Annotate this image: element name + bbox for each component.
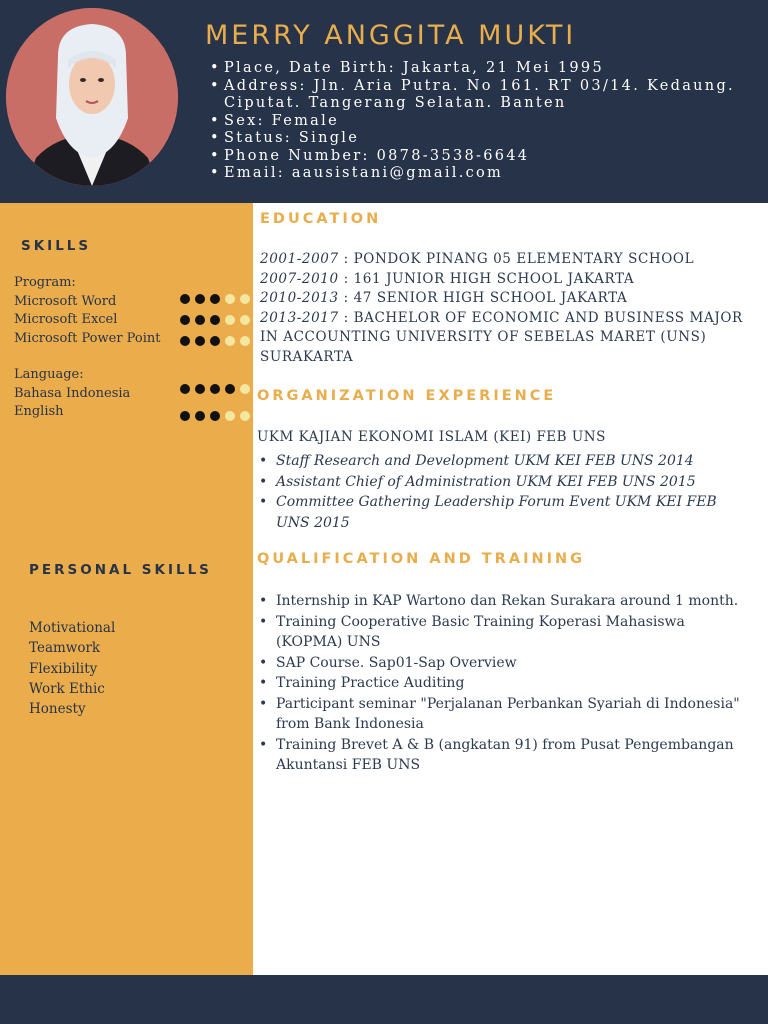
rating-dot-empty	[240, 336, 250, 346]
organization-list	[257, 451, 747, 533]
profile-photo	[6, 8, 178, 186]
rating-dot-filled	[180, 315, 190, 325]
education-item	[260, 250, 760, 270]
rating-dot-filled	[210, 315, 220, 325]
contact-status: • Status: Single	[210, 130, 760, 148]
rating-dot-filled	[180, 294, 190, 304]
education-years: 2007-2010	[260, 270, 339, 287]
language-name-indonesia: Bahasa Indonesia	[14, 385, 131, 401]
qualification-item: • Training Brevet A & B (angkatan 91) from Pusat Pengembangan Akuntansi FEB UNS	[257, 735, 747, 776]
header-band	[0, 0, 768, 203]
rating-dot-filled	[195, 315, 205, 325]
rating-dot-filled	[210, 336, 220, 346]
rating-dot-empty	[240, 294, 250, 304]
qualification-item: • Internship in KAP Wartono dan Rekan Surakara around 1 month.	[257, 591, 747, 612]
rating-dot-filled	[195, 384, 205, 394]
rating-dot-filled	[210, 384, 220, 394]
organization-item: • Committee Gathering Leadership Forum Event UKM KEI FEB UNS 2015	[257, 492, 747, 533]
personal-skills-heading: PERSONAL SKILLS	[29, 562, 212, 578]
education-school: : 161 JUNIOR HIGH SCHOOL JAKARTA	[338, 270, 635, 287]
education-list	[260, 250, 760, 367]
rating-dot-empty	[225, 411, 235, 421]
skills-heading: SKILLS	[21, 238, 92, 254]
skill-name-excel: Microsoft Excel	[14, 312, 118, 327]
education-item	[260, 309, 760, 368]
skill-rating-word	[180, 294, 252, 304]
organization-item: • Assistant Chief of Administration UKM KEI FEB UNS 2015	[257, 472, 747, 493]
rating-dot-filled	[180, 411, 190, 421]
rating-dot-filled	[195, 336, 205, 346]
education-school: : BACHELOR OF ECONOMIC AND BUSINESS MAJOR IN ACCOUNTING UNIVERSITY OF SEBELAS MARET (UNS) SURAKARTA	[260, 309, 743, 365]
skill-rating-powerpoint	[180, 336, 252, 346]
education-years: 2010-2013	[260, 290, 339, 306]
footer-band	[0, 975, 768, 1024]
personal-skill-item: Flexibility	[29, 660, 98, 677]
contact-phone: • Phone Number: 0878-3538-6644	[210, 148, 760, 166]
rating-dot-empty	[225, 315, 235, 325]
qualification-item: • Training Practice Auditing	[257, 673, 747, 694]
skill-rating-excel	[180, 315, 252, 325]
contact-birth: • Place, Date Birth: Jakarta, 21 Mei 1995	[210, 60, 760, 78]
candidate-name: MERRY ANGGITA MUKTI	[205, 20, 577, 51]
rating-dot-filled	[180, 384, 190, 394]
education-heading: EDUCATION	[260, 211, 382, 227]
personal-skill-item: Motivational	[29, 620, 116, 636]
skill-rating-english	[180, 411, 252, 421]
qualification-item: • SAP Course. Sap01-Sap Overview	[257, 653, 747, 674]
education-school: : 47 SENIOR HIGH SCHOOL JAKARTA	[338, 290, 628, 306]
contact-address: • Address: Jln. Aria Putra. No 161. RT 03/14. Kedaung. Ciputat. Tangerang Selatan. Banten	[210, 78, 760, 113]
personal-skill-item: Honesty	[29, 701, 86, 718]
qualification-list	[257, 591, 747, 776]
rating-dot-filled	[225, 384, 235, 394]
program-label: Program:	[14, 275, 76, 290]
language-label: Language:	[14, 367, 84, 382]
contact-email: • Email: aausistani@gmail.com	[210, 165, 760, 183]
contact-list	[210, 60, 760, 183]
personal-skill-item: Work Ethic	[29, 680, 105, 697]
qualification-item: • Training Cooperative Basic Training Koperasi Mahasiswa (KOPMA) UNS	[257, 612, 747, 653]
organization-item: • Staff Research and Development UKM KEI FEB UNS 2014	[257, 451, 747, 472]
contact-sex: • Sex: Female	[210, 113, 760, 131]
language-name-english: English	[14, 404, 64, 419]
organization-heading: ORGANIZATION EXPERIENCE	[257, 388, 557, 404]
education-school: : PONDOK PINANG 05 ELEMENTARY SCHOOL	[338, 251, 695, 267]
rating-dot-filled	[195, 294, 205, 304]
rating-dot-empty	[240, 315, 250, 325]
qualification-item: • Participant seminar "Perjalanan Perbankan Syariah di Indonesia" from Bank Indonesia	[257, 694, 747, 735]
program-skill-list	[14, 274, 160, 348]
skill-name-powerpoint: Microsoft Power Point	[14, 330, 161, 346]
rating-dot-filled	[210, 411, 220, 421]
portrait-illustration	[6, 8, 178, 186]
rating-dot-empty	[225, 336, 235, 346]
skill-name-word: Microsoft Word	[14, 293, 117, 309]
rating-dot-empty	[240, 411, 250, 421]
education-item	[260, 289, 760, 309]
skill-rating-indonesia	[180, 384, 252, 394]
rating-dot-filled	[210, 294, 220, 304]
rating-dot-empty	[240, 384, 250, 394]
qualification-heading: QUALIFICATION AND TRAINING	[257, 551, 586, 567]
education-years: 2001-2007	[260, 251, 339, 267]
personal-skill-item: Teamwork	[29, 640, 101, 657]
rating-dot-filled	[180, 336, 190, 346]
organization-name: UKM KAJIAN EKONOMI ISLAM (KEI) FEB UNS	[257, 429, 606, 445]
education-item	[260, 270, 760, 290]
personal-skills-list	[29, 618, 115, 719]
education-years: 2013-2017	[260, 309, 339, 326]
rating-dot-filled	[195, 411, 205, 421]
rating-dot-empty	[225, 294, 235, 304]
language-skill-list	[14, 366, 130, 422]
